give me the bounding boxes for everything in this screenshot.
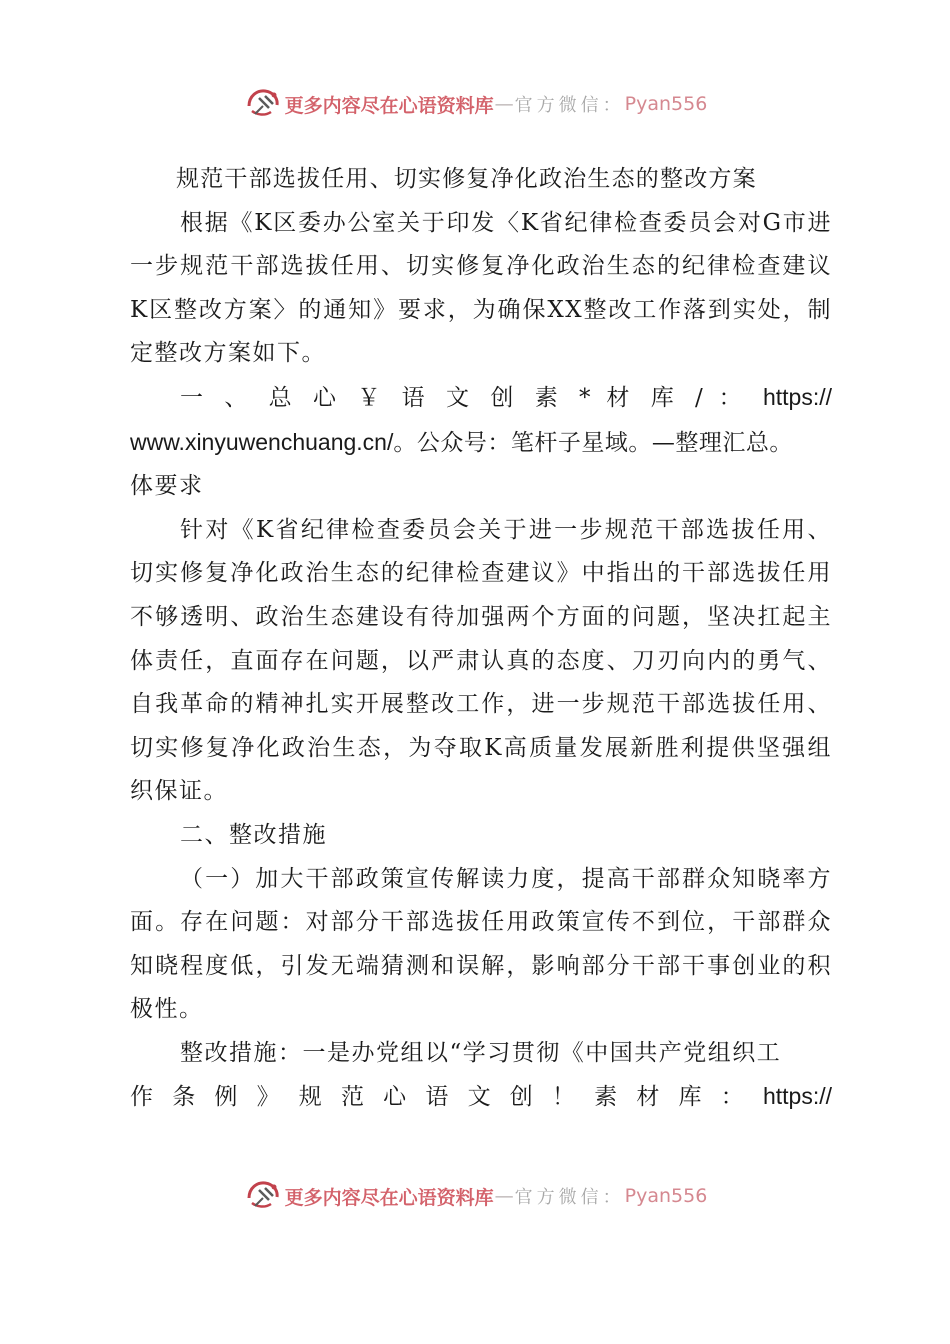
banner-separator: — bbox=[494, 93, 514, 115]
section-1-url-start: https:// bbox=[762, 383, 832, 410]
banner-title: 更多内容尽在心语资料库 bbox=[284, 1186, 494, 1209]
banner-separator: — bbox=[494, 1185, 514, 1207]
paragraph-requirements: 针对《K省纪律检查委员会关于进一步规范干部选拔任用、切实修复净化政治生态的纪律检查建议》中指出的干部选拔任用不够透明、政治生态建设有待加强两个方面的问题，坚决扛起主体责任，直面存在问题，以严肃认真的态度、刀刃向内的勇气、自我革命的精神扎实开展整改工作，进一步规范干部选拔任用、切实修复净化政治生态，为夺取K高质量发展新胜利提供坚强组织保证。 bbox=[130, 516, 832, 805]
section-1-heading-tail: 体要求 bbox=[130, 473, 204, 500]
section-1-url-domain: www.xinyuwenchuang.cn/ bbox=[130, 428, 394, 455]
section-1-heading-line bbox=[130, 376, 832, 421]
banner-wechat-id: Pyan556 bbox=[624, 93, 708, 115]
header-banner bbox=[0, 82, 950, 126]
section-1-public-account: 。公众号：笔杆子星域。—整理汇总。 bbox=[393, 429, 793, 456]
banner-official-label: 官方微信： bbox=[514, 95, 625, 116]
banner-title: 更多内容尽在心语资料库 bbox=[284, 94, 494, 117]
measure-1-fix-text: 作 条 例 》 规 范 心 语 文 创 ！ 素 材 库 ： bbox=[130, 1084, 750, 1111]
section-1-heading-text: 一 、 总 心 ￥ 语 文 创 素 * 材 库 / ： bbox=[180, 384, 749, 411]
paragraph-intro: 根据《K区委办公室关于印发〈K省纪律检查委员会对G市进一步规范干部选拔任用、切实修复净化政治生态的纪律检查建议K区整改方案〉的通知》要求，为确保XX整改工作落到实处，制定整改方案如下。 bbox=[130, 209, 832, 367]
paragraph-measure-1: （一）加大干部政策宣传解读力度，提高干部群众知晓率方面。存在问题：对部分干部选拔任用政策宣传不到位，干部群众知晓程度低，引发无端猜测和误解，影响部分干部干事创业的积极性。 bbox=[130, 865, 832, 1023]
section-2-heading: 二、整改措施 bbox=[180, 821, 327, 848]
section-1-url-line bbox=[130, 421, 832, 466]
document-body bbox=[130, 158, 832, 1120]
banner-official-label: 官方微信： bbox=[514, 1187, 625, 1208]
paragraph-measure-1-fix-cont bbox=[130, 1075, 832, 1120]
banner-wechat-id: Pyan556 bbox=[624, 1185, 708, 1207]
measure-1-fix-url: https:// bbox=[762, 1083, 833, 1110]
paragraph-measure-1-fix: 整改措施：一是办党组以“学习贯彻《中国共产党组织工 bbox=[180, 1039, 782, 1066]
brand-logo-icon bbox=[243, 84, 283, 124]
brand-logo-icon bbox=[243, 1176, 283, 1216]
footer-banner bbox=[0, 1174, 950, 1218]
document-title: 规范干部选拔任用、切实修复净化政治生态的整改方案 bbox=[176, 166, 757, 192]
